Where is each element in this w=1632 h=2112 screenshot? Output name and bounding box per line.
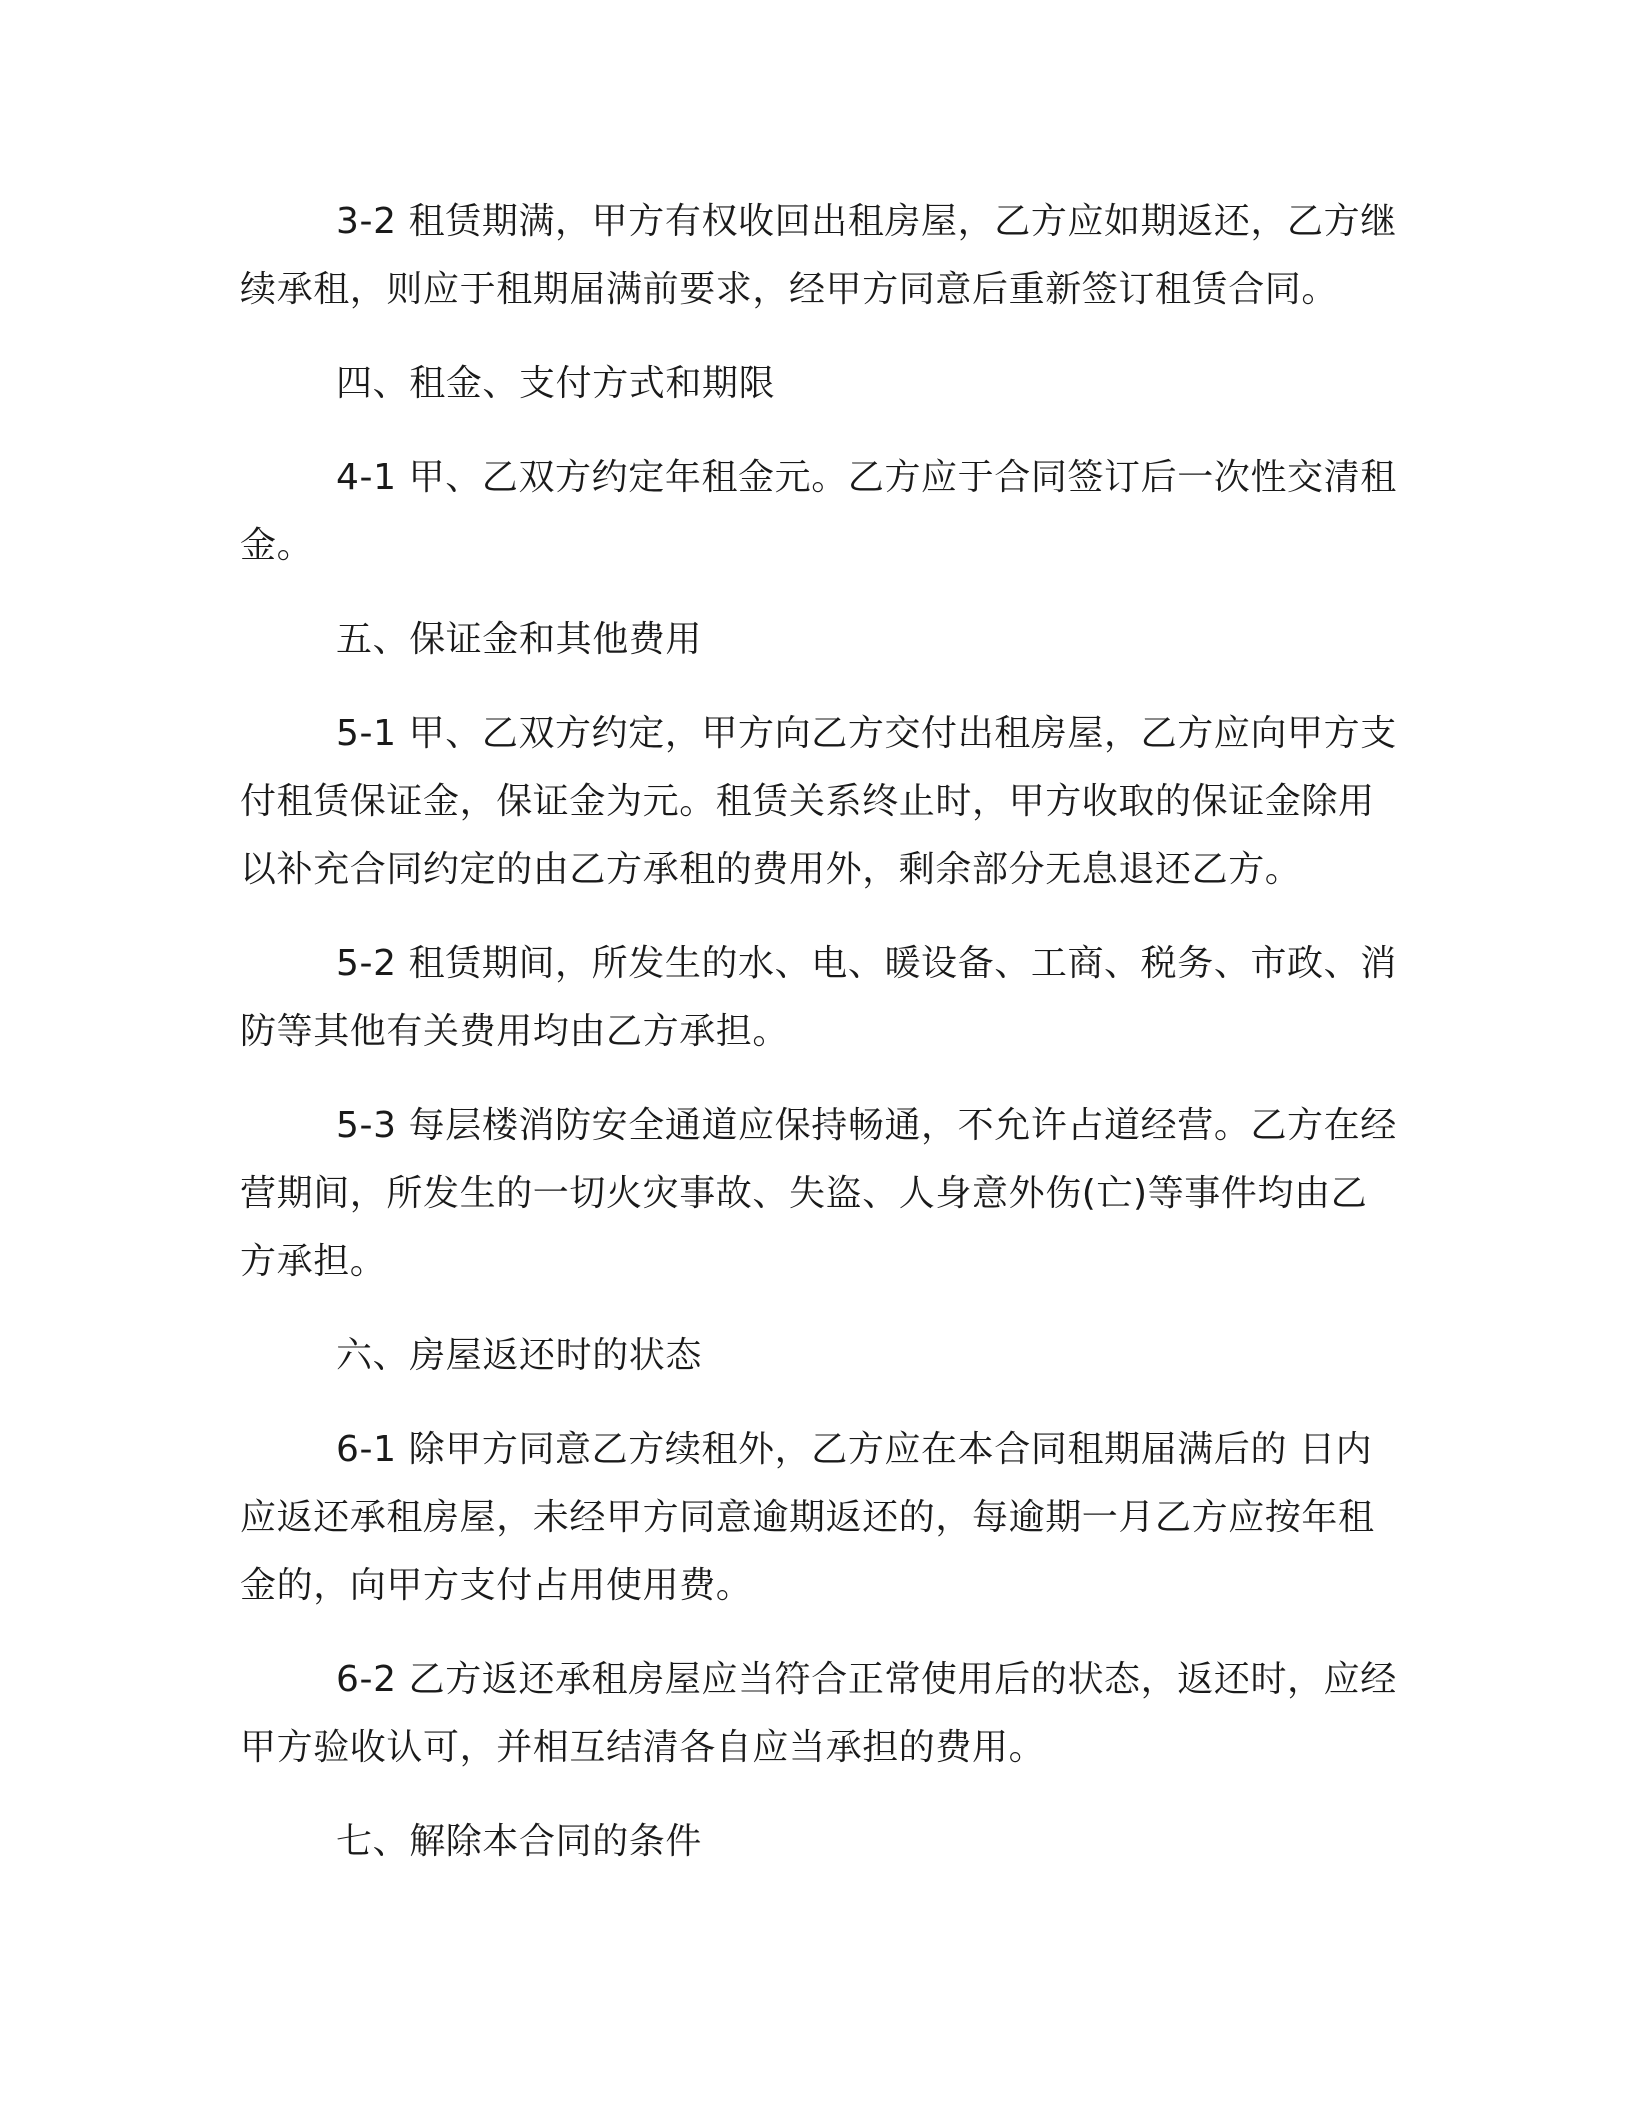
clause-4-1: 4-1 甲、乙双方约定年租金元。乙方应于合同签订后一次性交清租金。 <box>240 457 1397 566</box>
clause-5-3: 5-3 每层楼消防安全通道应保持畅通，不允许占道经营。乙方在经营期间，所发生的一切火灾事故、失盗、人身意外伤(亡)等事件均由乙方承担。 <box>240 1105 1397 1282</box>
section-heading-4: 四、租金、支付方式和期限 <box>336 363 776 404</box>
clause-5-2: 5-2 租赁期间，所发生的水、电、暖设备、工商、税务、市政、消防等其他有关费用均由乙方承担。 <box>240 943 1397 1052</box>
clause-6-1: 6-1 除甲方同意乙方续租外，乙方应在本合同租期届满后的 日内应返还承租房屋，未经甲方同意逾期返还的，每逾期一月乙方应按年租金的，向甲方支付占用使用费。 <box>240 1429 1375 1606</box>
clause-3-2: 3-2 租赁期满，甲方有权收回出租房屋，乙方应如期返还，乙方继续承租，则应于租期届满前要求，经甲方同意后重新签订租赁合同。 <box>240 201 1397 310</box>
section-heading-6: 六、房屋返还时的状态 <box>336 1335 703 1376</box>
section-heading-5: 五、保证金和其他费用 <box>336 619 703 660</box>
clause-6-2: 6-2 乙方返还承租房屋应当符合正常使用后的状态，返还时，应经甲方验收认可，并相互结清各自应当承担的费用。 <box>240 1659 1397 1768</box>
section-heading-7: 七、解除本合同的条件 <box>336 1821 703 1862</box>
clause-5-1: 5-1 甲、乙双方约定，甲方向乙方交付出租房屋，乙方应向甲方支付租赁保证金，保证金为元。租赁关系终止时，甲方收取的保证金除用以补充合同约定的由乙方承租的费用外，剩余部分无息退还乙方。 <box>240 713 1397 890</box>
document-body <box>240 188 1400 1902</box>
